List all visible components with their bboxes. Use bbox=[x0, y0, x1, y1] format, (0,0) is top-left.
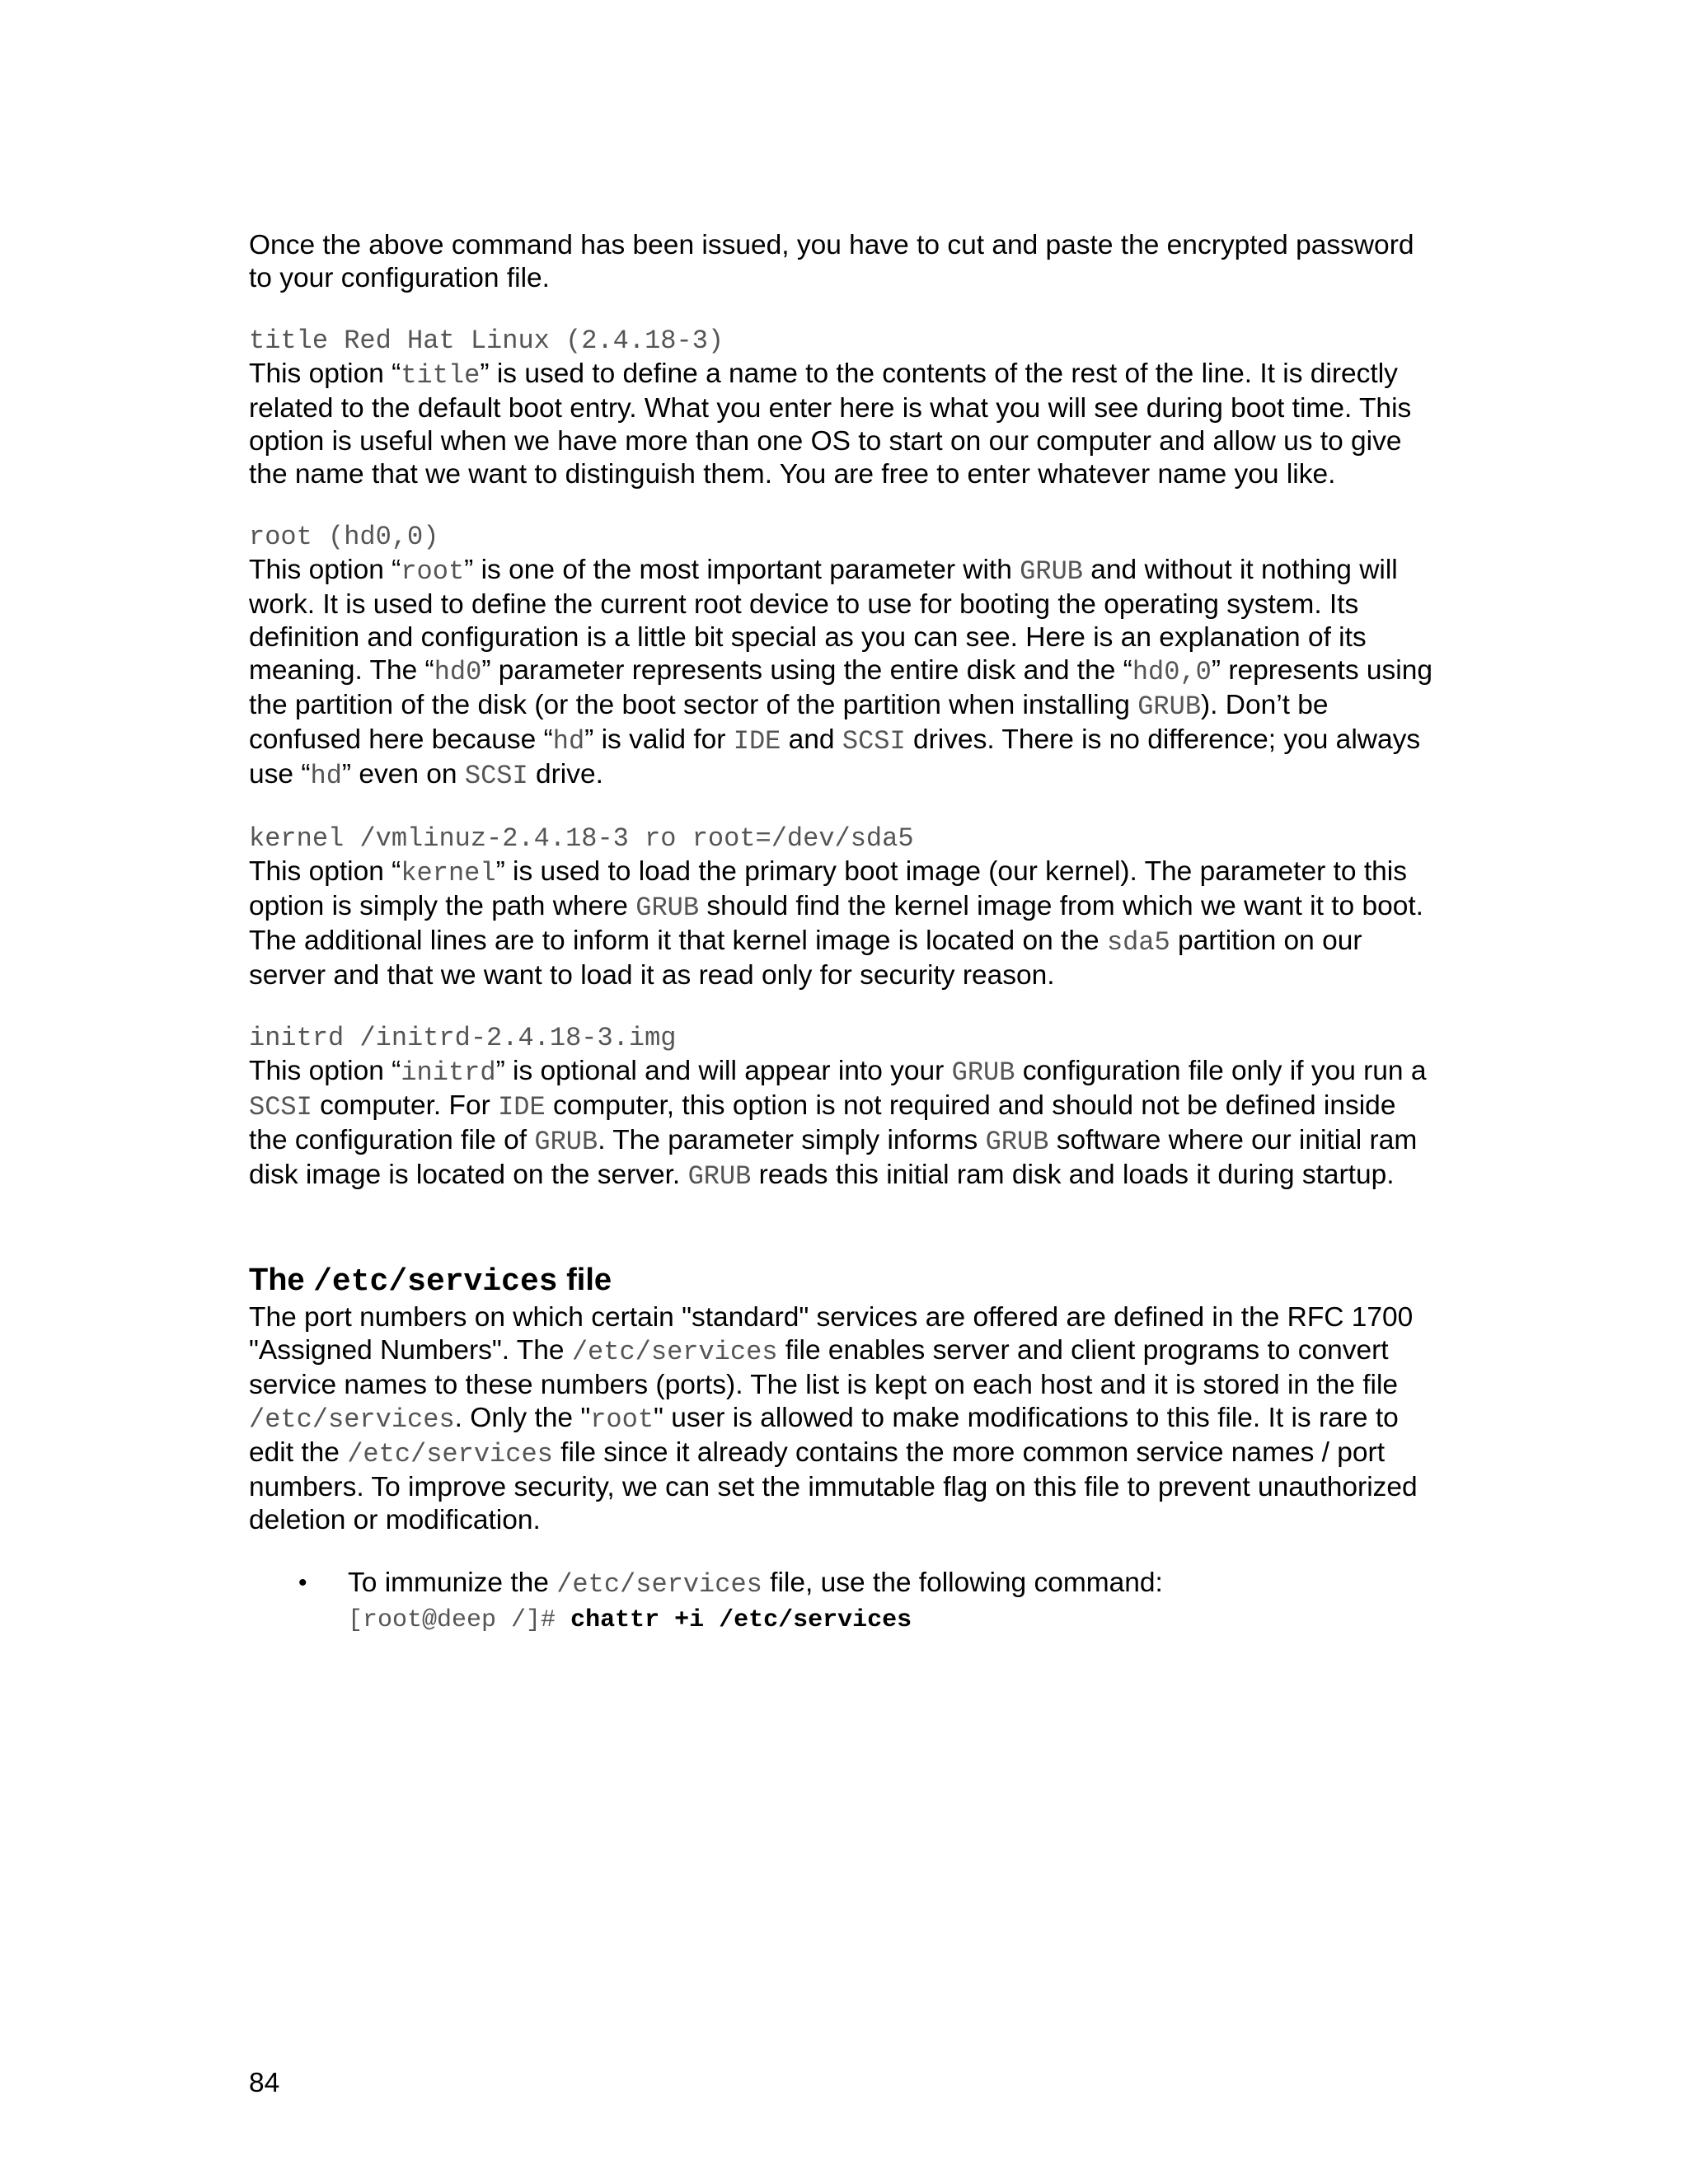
bullet-text: To immunize the /etc/services file, use the following command: bbox=[348, 1568, 1163, 1600]
initrd-option-description: This option “initrd” is optional and will appear into your GRUB configuration file only if you run a SCSI computer. For IDE computer, this option is not required and should not be defined inside the configuration file of GRUB. The parameter simply informs GRUB software where our initial ram disk image is located on the server. GRUB reads this initial ram disk and loads it during startup. bbox=[249, 1056, 1427, 1192]
services-description: The port numbers on which certain "standard" services are offered are defined in the RFC 1700 "Assigned Numbers". The /etc/services file enables server and client programs to convert service names to these numbers (ports). The list is kept on each host and it is stored in the file /etc/services. Only the "root" user is allowed to make modifications to this file. It is rare to edit the /etc/services file since it already contains the more common service names / port numbers. To improve security, we can set the immutable flag on this file to prevent unauthorized deletion or modification. bbox=[249, 1302, 1418, 1535]
root-code-line: root (hd0,0) bbox=[249, 522, 439, 552]
title-code-line: title Red Hat Linux (2.4.18-3) bbox=[249, 326, 724, 356]
kernel-option-description: This option “kernel” is used to load the primary boot image (our kernel). The parameter to this option is simply the path where GRUB should find the kernel image from which we want it to boot. The additional lines are to inform it that kernel image is located on the sda5 partition on our server and that we want to load it as read only for security reason. bbox=[249, 856, 1423, 991]
initrd-option-section bbox=[249, 1022, 1452, 1193]
title-option-section bbox=[249, 325, 1452, 491]
intro-paragraph: Once the above command has been issued, you have to cut and paste the encrypted password to your configuration file. bbox=[249, 230, 1414, 293]
document-page bbox=[249, 229, 1452, 1637]
initrd-code-line: initrd /initrd-2.4.18-3.img bbox=[249, 1023, 677, 1053]
command-line: [root@deep /]# chattr +i /etc/services bbox=[348, 1606, 912, 1634]
services-section bbox=[249, 1261, 1452, 1637]
kernel-option-section bbox=[249, 823, 1452, 992]
page-number: 84 bbox=[249, 2068, 280, 2098]
bullet-icon: • bbox=[298, 1569, 307, 1596]
list-item bbox=[249, 1567, 1452, 1637]
services-heading: The /etc/services file bbox=[249, 1263, 612, 1300]
title-option-description: This option “title” is used to define a name to the contents of the rest of the line. It is directly related to the default boot entry. What you enter here is what you will see during boot time. This option is useful when we have more than one OS to start on our computer and allow us to give the name that we want to distinguish them. You are free to enter whatever name you like. bbox=[249, 359, 1412, 490]
kernel-code-line: kernel /vmlinuz-2.4.18-3 ro root=/dev/sda5 bbox=[249, 823, 914, 854]
root-option-section bbox=[249, 521, 1452, 793]
root-option-description: This option “root” is one of the most important parameter with GRUB and without it nothing will work. It is used to define the current root device to use for booting the operating system. Its definition and configuration is a little bit special as you can see. Here is an explanation of its meaning. The “hd0” parameter represents using the entire disk and the “hd0,0” represents using the partition of the disk (or the boot sector of the partition when installing GRUB). Don’t be confused here because “hd” is valid for IDE and SCSI drives. There is no difference; you always use “hd” even on SCSI drive. bbox=[249, 555, 1432, 791]
services-bullet-list bbox=[249, 1567, 1452, 1637]
